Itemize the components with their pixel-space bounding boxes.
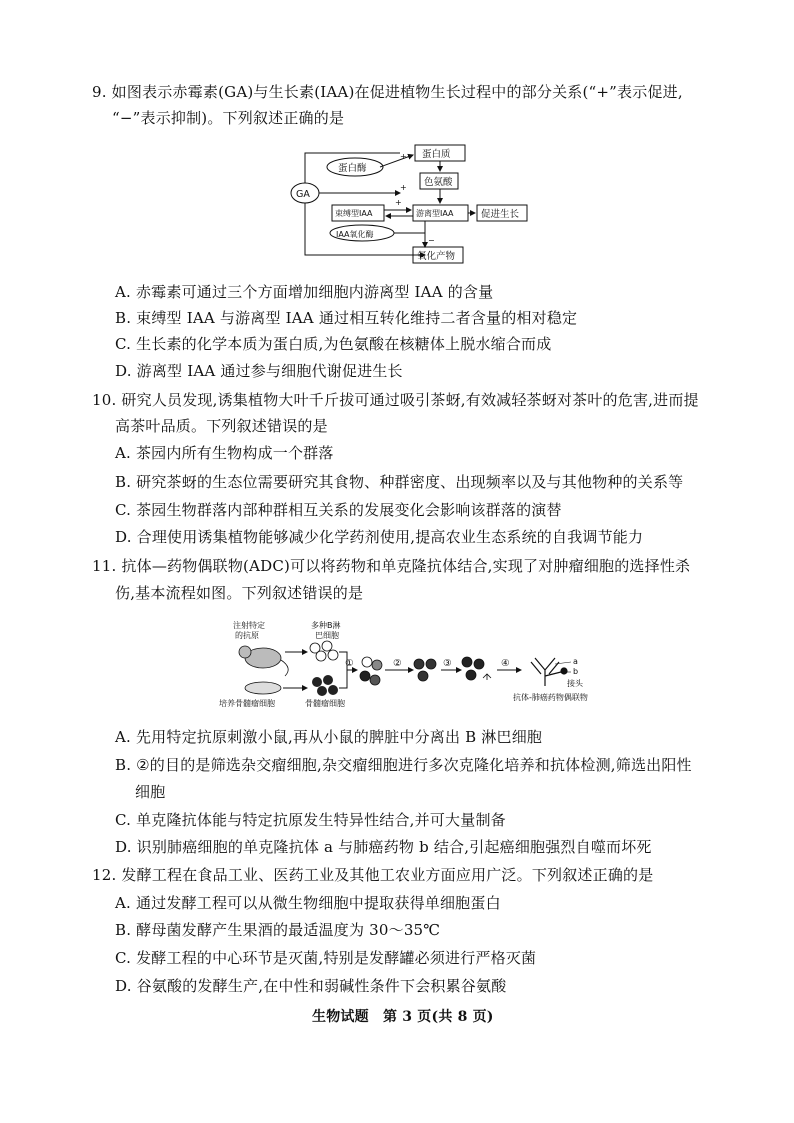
q10-option-b: B. 研究茶蚜的生态位需要研究其食物、种群密度、出现频率以及与其他物种的关系等	[115, 473, 684, 491]
diagram11-adc-label: 抗体-肺癌药物偶联物	[513, 693, 588, 702]
diagram11-bcell-line1: 多种B淋	[311, 621, 341, 630]
diagram11-step3: ③	[443, 658, 452, 669]
diagram9-promote-growth: 促进生长	[481, 209, 520, 220]
mouse-icon	[239, 646, 288, 676]
diagram11-step4: ④	[501, 658, 510, 669]
q9-diagram	[285, 143, 535, 265]
diagram9-plus-sign: +	[400, 152, 407, 161]
diagram11-inject-line2: 的抗原	[235, 631, 259, 640]
q10-stem-line1: 10. 研究人员发现,诱集植物大叶千斤拔可通过吸引茶蚜,有效减轻茶蚜对茶叶的危害,进而提	[92, 391, 699, 409]
diagram11-inject-line1: 注射特定	[233, 621, 265, 630]
culture-dish-icon	[245, 682, 281, 694]
q9-option-b: B. 束缚型 IAA 与游离型 IAA 通过相互转化维持二者含量的相对稳定	[115, 309, 578, 327]
diagram11-step2: ②	[393, 658, 402, 669]
q12-stem: 12. 发酵工程在食品工业、医药工业及其他工农业方面应用广泛。下列叙述正确的是	[92, 866, 654, 884]
diagram9-plus-sign: +	[395, 198, 402, 207]
diagram9-tryptophan: 色氨酸	[424, 177, 453, 188]
diagram11-bcell-line2: 巴细胞	[315, 631, 339, 640]
diagram11-label-a: a	[573, 657, 578, 666]
q11-stem-line1: 11. 抗体—药物偶联物(ADC)可以将药物和单克隆抗体结合,实现了对肿瘤细胞的选择性杀	[92, 557, 691, 575]
q9-stem-line2: “−”表示抑制)。下列叙述正确的是	[112, 109, 345, 127]
q11-option-d: D. 识别肺癌细胞的单克隆抗体 a 与肺癌药物 b 结合,引起癌细胞强烈自噬而坏死	[115, 838, 652, 856]
antibody-cells-icon	[462, 657, 491, 680]
q12-option-b: B. 酵母菌发酵产生果酒的最适温度为 30～35℃	[115, 921, 441, 939]
diagram9-minus-sign: −	[428, 236, 435, 245]
q10-stem-line2: 高茶叶品质。下列叙述错误的是	[115, 417, 328, 435]
q10-option-c: C. 茶园生物群落内部种群相互关系的发展变化会影响该群落的演替	[115, 501, 562, 519]
hybridoma-cells-icon	[414, 659, 436, 681]
diagram9-protease: 蛋白酶	[338, 163, 367, 174]
diagram9-oxidation-product: 氧化产物	[417, 251, 456, 262]
q11-option-b-line1: B. ②的目的是筛选杂交瘤细胞,杂交瘤细胞进行多次克隆化培养和抗体检测,筛选出阳性	[115, 756, 692, 774]
q12-option-a: A. 通过发酵工程可以从微生物细胞中提取获得单细胞蛋白	[115, 894, 501, 912]
q11-option-b-line2: 细胞	[135, 783, 166, 801]
diagram9-ga: GA	[296, 189, 310, 200]
diagram9-plus-sign: +	[400, 183, 407, 192]
q11-option-a: A. 先用特定抗原刺激小鼠,再从小鼠的脾脏中分离出 B 淋巴细胞	[115, 728, 543, 746]
q12-option-c: C. 发酵工程的中心环节是灭菌,特别是发酵罐必须进行严格灭菌	[115, 949, 537, 967]
q9-option-a: A. 赤霉素可通过三个方面增加细胞内游离型 IAA 的含量	[115, 283, 494, 301]
diagram9-bound-iaa: 束缚型IAA	[335, 209, 373, 218]
diagram9-protein: 蛋白质	[422, 149, 451, 160]
q9-stem-line1: 9. 如图表示赤霉素(GA)与生长素(IAA)在促进植物生长过程中的部分关系(“+”表示促进,	[92, 83, 683, 101]
diagram11-myeloma-label: 骨髓瘤细胞	[305, 699, 345, 708]
adc-antibody-icon	[531, 658, 567, 686]
q11-stem-line2: 伤,基本流程如图。下列叙述错误的是	[115, 584, 364, 602]
q10-option-a: A. 茶园内所有生物构成一个群落	[115, 444, 334, 462]
q11-option-c: C. 单克隆抗体能与特定抗原发生特异性结合,并可大量制备	[115, 811, 506, 829]
q9-option-d: D. 游离型 IAA 通过参与细胞代谢促进生长	[115, 362, 403, 380]
myeloma-cells-icon	[312, 675, 338, 696]
q11-diagram	[215, 618, 620, 710]
diagram9-free-iaa: 游离型IAA	[416, 209, 454, 218]
q9-option-c: C. 生长素的化学本质为蛋白质,为色氨酸在核糖体上脱水缩合而成	[115, 335, 552, 353]
diagram11-label-b: b	[573, 667, 579, 676]
diagram11-culture-label: 培养骨髓瘤细胞	[219, 699, 275, 708]
fused-cells-icon	[360, 657, 382, 685]
b-cells-icon	[310, 641, 338, 661]
diagram11-step1: ①	[345, 658, 354, 669]
q10-option-d: D. 合理使用诱集植物能够减少化学药剂使用,提高农业生态系统的自我调节能力	[115, 528, 644, 546]
page-footer: 生物试题 第 3 页(共 8 页)	[312, 1009, 494, 1025]
diagram9-iaa-oxidase: IAA氧化酶	[336, 230, 374, 239]
q12-option-d: D. 谷氨酸的发酵生产,在中性和弱碱性条件下会积累谷氨酸	[115, 977, 507, 995]
diagram11-linker-label: 接头	[567, 679, 583, 688]
